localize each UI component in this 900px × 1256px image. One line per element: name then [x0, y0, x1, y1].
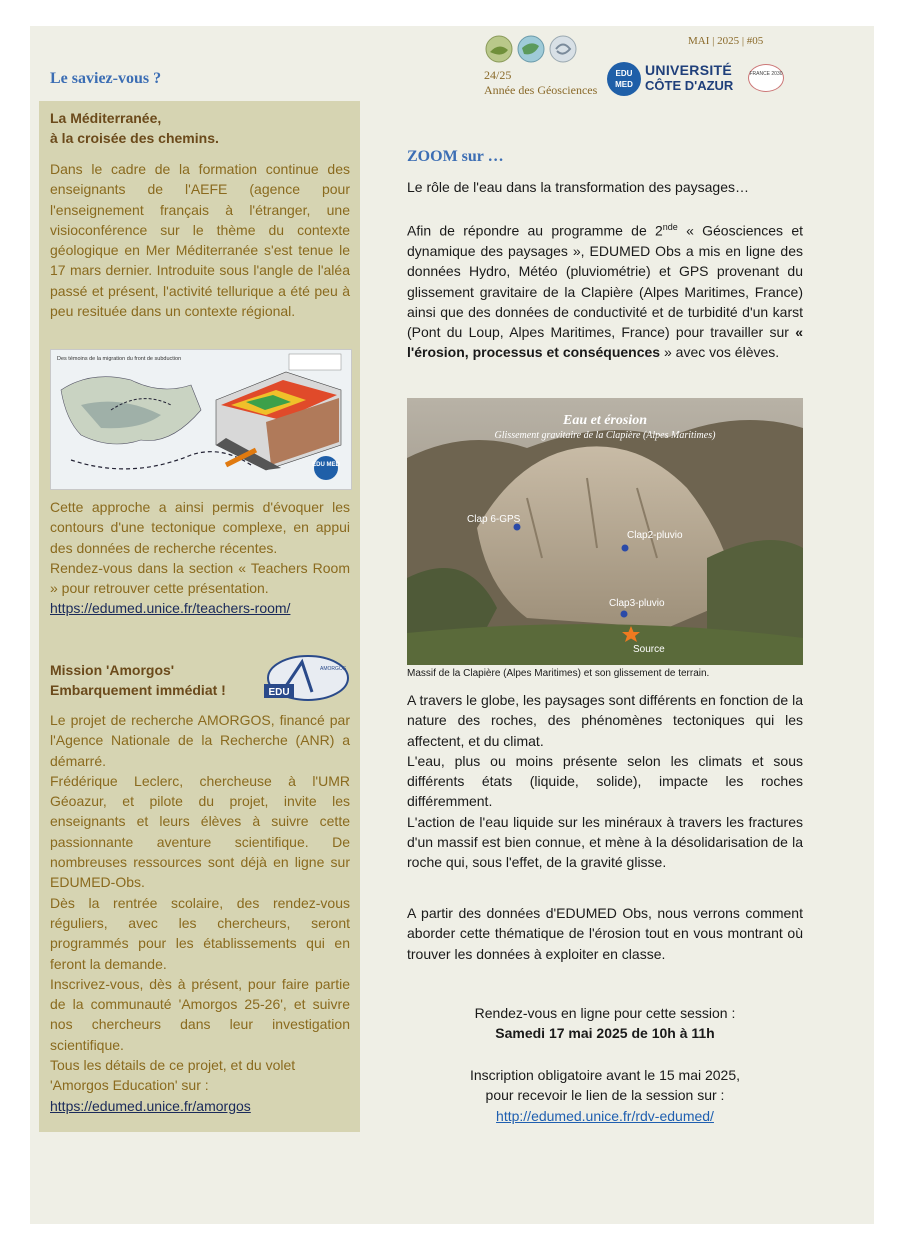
- svg-text:EDU: EDU: [268, 687, 290, 698]
- svg-text:Glissement gravitaire de la Cl: Glissement gravitaire de la Clapière (Alpes Maritimes): [494, 430, 716, 441]
- article2-body: Le projet de recherche AMORGOS, financé par l'Agence Nationale de la Recherche (ANR) a démarré. Frédérique Leclerc, chercheuse à l'UMR Géoazur, et pilote du projet, invite les enseignants et leurs élèves à suivre cette passionnante aventure scientifique. De nombreuses ressources sont déjà en ligne sur EDUMED-Obs. Dès la rentrée scolaire, des rendez-vous réguliers, avec les chercheurs, seront programmés pour les établissements qui en feront la demande. Inscrivez-vous, dès à présent, pour faire partie de la communauté 'Amorgos 25-26', et suivre nos chercheurs dans leur investigation scientifique. Tous les détails de ce projet, et du volet 'Amorgos Education' sur : https://edumed.unice.fr/amorgos: [50, 712, 350, 1114]
- svg-text:Clap2-pluvio: Clap2-pluvio: [627, 530, 683, 541]
- article2-title: Mission 'Amorgos' Embarquement immédiat !: [50, 662, 226, 698]
- zoom-subtitle: Le rôle de l'eau dans la transformation des paysages…: [407, 179, 749, 195]
- geosciences-logos-icon: [484, 32, 584, 66]
- svg-text:Clap3-pluvio: Clap3-pluvio: [609, 598, 665, 609]
- edumed-logo: EDU MED: [607, 62, 641, 96]
- universite-cote-azur-logo: UNIVERSITÉ CÔTE D'AZUR: [645, 62, 734, 93]
- article1-paragraph: Dans le cadre de la formation continue des enseignants de l'AEFE (agence pour l'enseignement français à l'étranger, une visioconférence sur le thème du contexte géologique en Mer Méditerranée s'est tenue le 17 mars dernier. Introduite sous l'angle de l'aléa passé et présent, l'activité tellurique a été peu à peu resituée dans un contexte régional.: [50, 161, 350, 320]
- session-info: Rendez-vous en ligne pour cette session : Samedi 17 mai 2025 de 10h à 11h: [474, 1005, 736, 1042]
- svg-text:AMORGOS: AMORGOS: [320, 666, 347, 672]
- svg-text:Eau et érosion: Eau et érosion: [562, 413, 648, 428]
- zoom-body: A travers le globe, les paysages sont différents en fonction de la nature des roches, des phénomènes tectoniques qui les affectent, et du climat. L'eau, plus ou moins présente selon les climats et sous différents états (liquide, solide), impacte les roches différemment. L'action de l'eau liquide sur les minéraux à travers les fractures d'un massif est bien connue, et mène à la désolidarisation de la roche qui, sous l'effet, de la gravité glisse.: [407, 692, 803, 871]
- teachers-room-link[interactable]: https://edumed.unice.fr/teachers-room/: [50, 600, 291, 617]
- zoom-intro: Afin de répondre au programme de 2nde « Géosciences et dynamique des paysages », EDUMED Obs a mis en ligne des données Hydro, Météo (pluviométrie) et GPS provenant du glissement gravitaire de la Clapière (Alpes Maritimes, France) ainsi que des données de conductivité et de turbidité d'un karst (Pont du Loup, Alpes Maritimes, France) pour travailler sur « l'érosion, processus et conséquences » avec vos élèves.: [407, 222, 803, 361]
- amorgos-logo-icon: [262, 654, 350, 702]
- article1-title: La Méditerranée, à la croisée des chemins.: [50, 110, 219, 146]
- france-2030-logo: FRANCE 2030: [748, 64, 784, 92]
- subduction-map-icon: [51, 350, 351, 489]
- rdv-edumed-link[interactable]: http://edumed.unice.fr/rdv-edumed/: [496, 1107, 714, 1124]
- section-kicker-left: Le saviez-vous ?: [50, 70, 162, 87]
- zoom-body-2: A partir des données d'EDUMED Obs, nous verrons comment aborder cette thématique de l'érosion tout en vous montrant où trouver les données à exploiter en classe.: [407, 905, 803, 962]
- geosciences-year: 24/25 Année des Géosciences: [484, 68, 598, 97]
- registration-info: Inscription obligatoire avant le 15 mai 2025, pour recevoir le lien de la session sur : http://edumed.unice.fr/rdv-edumed/: [469, 1067, 741, 1124]
- article1-paragraph-2: Cette approche a ainsi permis d'évoquer les contours d'une tectonique complexe, en appui des données de recherche récentes. Rendez-vous dans la section « Teachers Room » pour retrouver cette présentation. https://edumed.unice.fr/teachers-room/: [50, 499, 350, 617]
- svg-text:Source: Source: [633, 644, 665, 655]
- issue-number: MAI | 2025 | #05: [688, 35, 764, 47]
- svg-text:Clap 6-GPS: Clap 6-GPS: [467, 514, 521, 525]
- zoom-title: ZOOM sur …: [407, 148, 504, 165]
- amorgos-link[interactable]: https://edumed.unice.fr/amorgos: [50, 1097, 251, 1114]
- subduction-map-figure: [50, 349, 352, 490]
- clapiere-landslide-photo: [407, 398, 803, 665]
- photo-caption: Massif de la Clapière (Alpes Maritimes) et son glissement de terrain.: [407, 668, 710, 679]
- svg-text:EDU MED: EDU MED: [312, 462, 340, 468]
- svg-text:Des témoins de la migration du: Des témoins de la migration du front de subduction: [57, 356, 182, 362]
